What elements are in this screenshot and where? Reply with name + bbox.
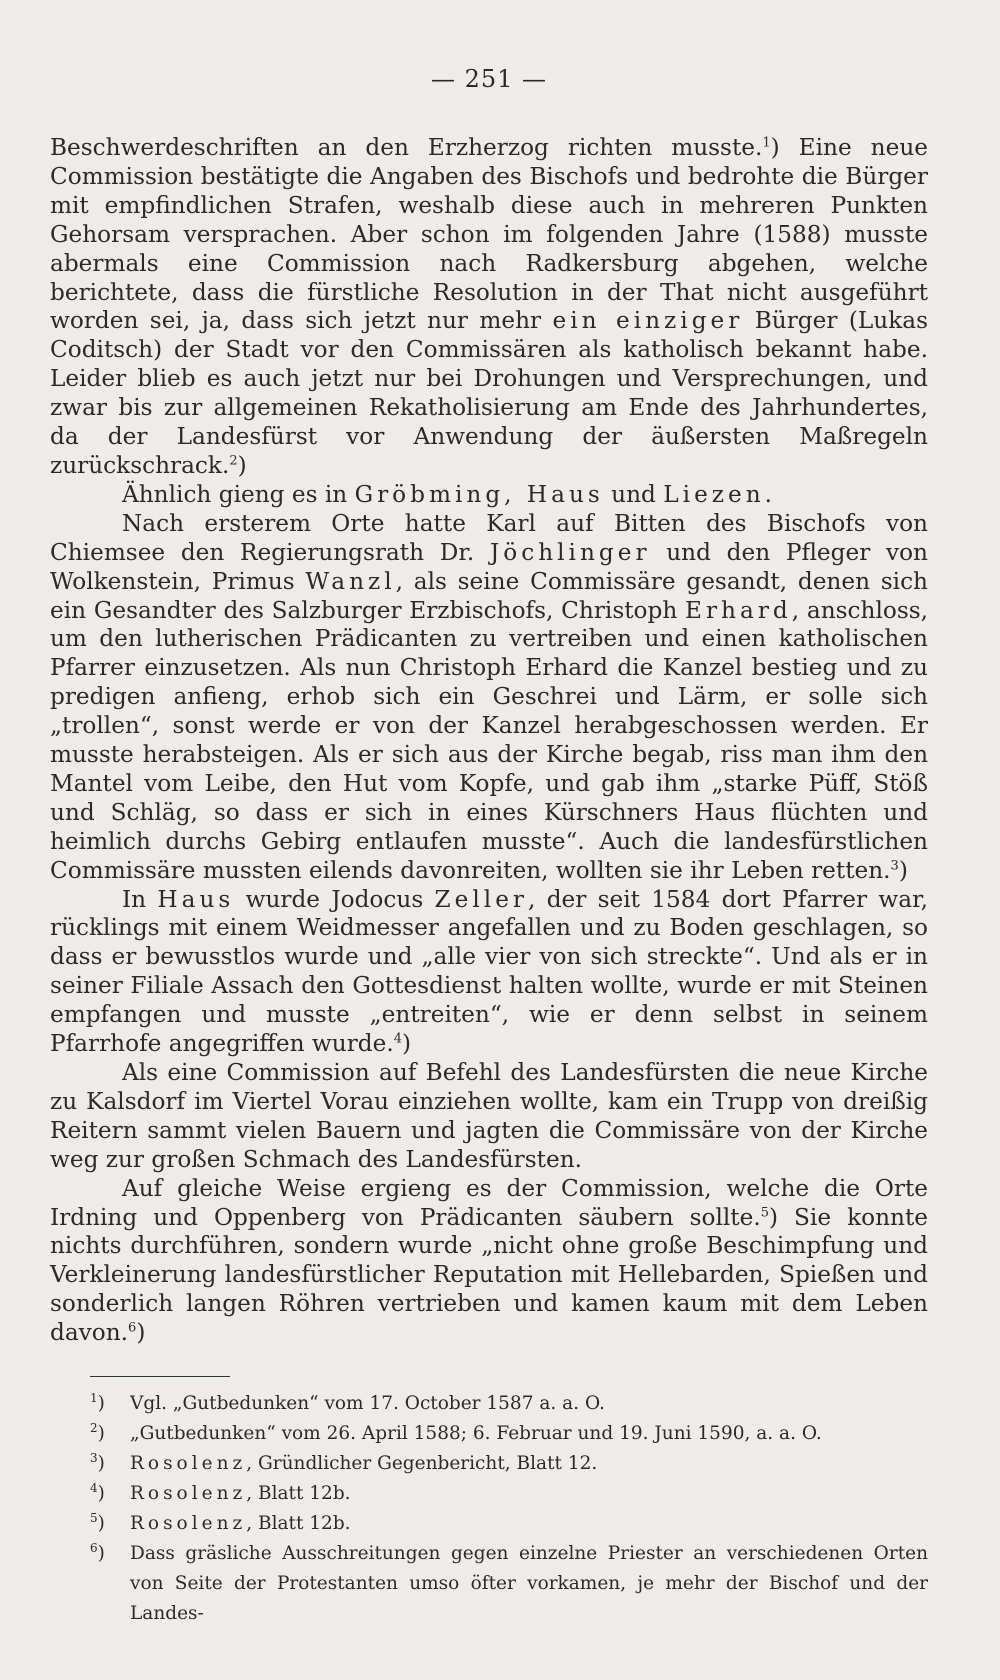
paragraph: Als eine Commission auf Befehl des Landesfürsten die neue Kirche zu Kalsdorf im Viertel Vorau einziehen wollte, kam ein Trupp von dreißig Reitern sammt vielen Bauern und jagten die Commissäre von der Kirche weg zur großen Schmach des Landesfürsten. [50,1059,928,1173]
footnote-ref[interactable]: 1 [762,135,771,151]
footnotes [50,1389,928,1629]
footnote: $^6$) Dass gräsliche Ausschreitungen gegen einzelne Priester an verschiedenen Orten von Seite der Protestanten umso öfter vorkamen, je mehr der Bischof und der Landes- [90,1540,928,1625]
footnote-number: 2 [90,1420,98,1435]
footnote-number: 3 [90,1450,98,1465]
paragraph: Beschwerdeschriften an den Erzherzog richten musste.$^1$) Eine neue Commission bestätigte die Angaben des Bischofs und bedrohte die Bürger mit empfindlichen Strafen, weshalb diese auch in mehreren Punkten Gehorsam versprachen. Aber schon im folgenden Jahre (1588) musste abermals eine Commission nach Radkersburg abgehen, welche berichtete, dass die fürstliche Resolution in der That nicht ausgeführt worden sei, ja, dass sich jetzt nur mehr ein einziger Bürger (Lukas Coditsch) der Stadt vor den Commissären als katholisch bekannt habe. Leider blieb es auch jetzt nur bei Drohungen und Versprechungen, und zwar bis zur allgemeinen Rekatholisierung am Ende des Jahrhundertes, da der Landesfürst vor Anwendung der äußersten Maßregeln zurückschrack.$^2$) [50,134,928,479]
author-name: Rosolenz [130,1513,247,1535]
page-number: — 251 — [430,65,548,93]
main-text [50,134,928,1348]
place-name: Haus [157,885,235,913]
person-name: Erhard [685,596,792,624]
footnote-ref[interactable]: 4 [393,1031,402,1047]
footnote-ref[interactable]: 3 [890,857,899,873]
person-name: Wanzl [305,567,396,595]
paragraph: Nach ersterem Orte hatte Karl auf Bitten des Bischofs von Chiemsee den Regierungsrath Dr. Jöchlinger und den Pfleger von Wolkenstein, Primus Wanzl, als seine Commissäre gesandt, denen sich ein Gesandter des Salzburger Erzbischofs, Christoph Erhard, anschloss, um den lutherischen Prädicanten zu vertreiben und einen katholischen Pfarrer einzusetzen. Als nun Christoph Erhard die Kanzel bestieg und zu predigen anfieng, erhob sich ein Geschrei und Lärm, er solle sich „trollen“, sonst werde er von der Kanzel herabgeschossen werden. Er musste herabsteigen. Als er sich aus der Kirche begab, riss man ihm den Mantel vom Leibe, den Hut vom Kopfe, und gab ihm „starke Püff, Stöß und Schläg, so dass er sich in eines Kürschners Haus flüchten und heimlich durchs Gebirg entlaufen musste“. Auch die landesfürstlichen Commissäre mussten eilends davonreiten, wollten sie ihr Leben retten.$^3$) [50,509,928,884]
place-name: Gröbming, Haus [354,480,604,508]
footnote-number: 4 [90,1480,98,1495]
footnote-divider [90,1376,230,1377]
place-name: Liezen [663,480,765,508]
footnote: $^4$) Rosolenz, Blatt 12b. [90,1480,351,1505]
paragraph: Auf gleiche Weise ergieng es der Commission, welche die Orte Irdning und Oppenberg von Prädicanten säubern sollte.$^5$) Sie konnte nichts durchführen, sondern wurde „nicht ohne große Beschimpfung und Verkleinerung landesfürstlicher Reputation mit Hellebarden, Spießen und sonderlich langen Röhren vertrieben und kamen kaum mit dem Leben davon.$^6$) [50,1174,928,1347]
person-name: Jöchlinger [489,538,651,566]
paragraph: In Haus wurde Jodocus Zeller, der seit 1584 dort Pfarrer war, rücklings mit einem Weidmesser angefallen und zu Boden geschlagen, so dass er bewusstlos wurde und „alle vier von sich streckte“. Und als er in seiner Filiale Assach den Gottesdienst halten wollte, wurde er mit Steinen empfangen und musste „entreiten“, wie er denn selbst in seinem Pfarrhofe angegriffen wurde.$^4$) [50,885,928,1058]
footnote: $^1$) Vgl. „Gutbedunken“ vom 17. October 1587 a. a. O. [90,1390,605,1415]
footnote-ref[interactable]: 6 [128,1320,137,1336]
author-name: Rosolenz [130,1483,247,1505]
author-name: Rosolenz [130,1453,247,1475]
footnote-number: 5 [90,1510,98,1525]
footnote-ref[interactable]: 5 [760,1204,769,1220]
footnote: $^5$) Rosolenz, Blatt 12b. [90,1510,351,1535]
footnote: $^3$) Rosolenz, Gründlicher Gegenbericht, Blatt 12. [90,1450,598,1475]
footnote-number: 6 [90,1540,98,1555]
footnote-ref[interactable]: 2 [229,453,238,469]
person-name: Zeller [434,885,529,913]
footnote: $^2$) „Gutbedunken“ vom 26. April 1588; 6. Februar und 19. Juni 1590, a. a. O. [90,1420,822,1445]
footnote-number: 1 [90,1390,98,1405]
paragraph: Ähnlich gieng es in Gröbming, Haus und Liezen. [122,480,773,508]
